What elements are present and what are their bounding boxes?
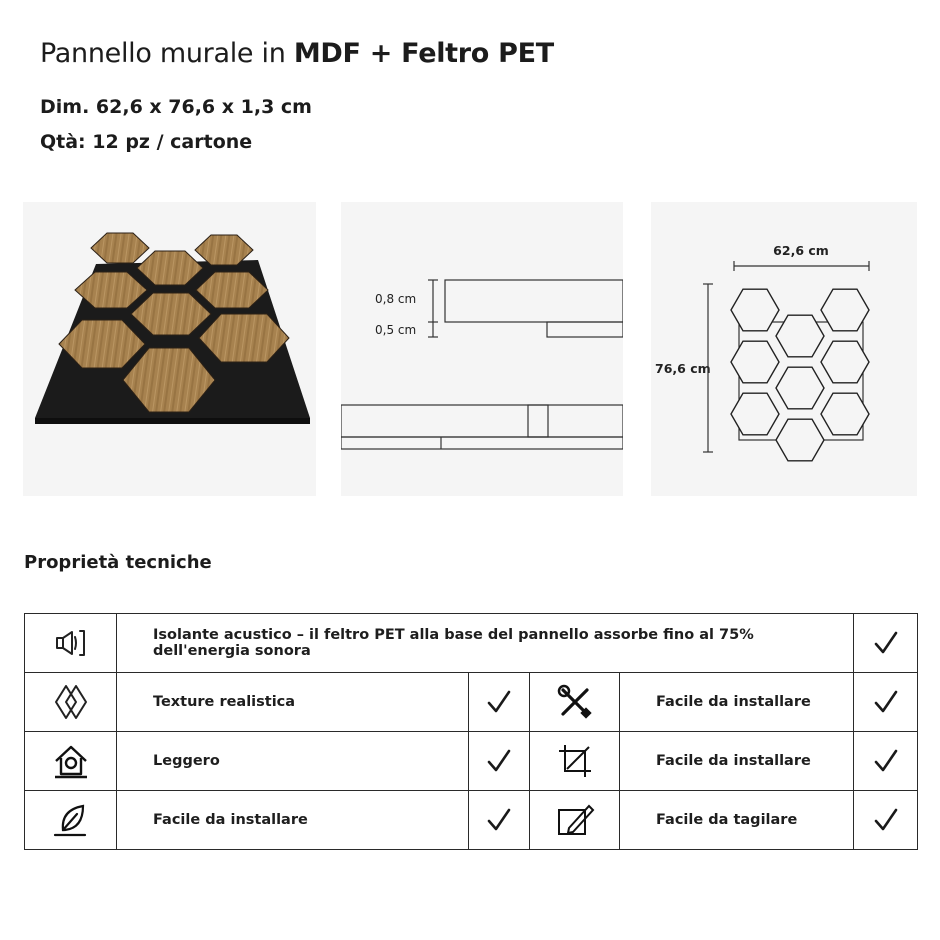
height-label: 76,6 cm [655,361,711,376]
check-icon [872,751,900,770]
hex-outline [821,393,869,435]
property-label: Facile da installare [620,673,854,732]
check-icon [485,810,513,829]
hex-outline [821,341,869,383]
product-image [23,202,316,496]
table-row [25,791,918,850]
check-icon [872,692,900,711]
table-row [25,732,918,791]
hex-tile [91,233,149,263]
section-joint [528,405,548,437]
property-label: Texture realistica [117,673,469,732]
check-icon [485,751,513,770]
hex-outline [731,393,779,435]
properties-table [24,613,918,850]
width-label: 62,6 cm [773,243,829,258]
property-label: Facile da installare [620,732,854,791]
leaf-eco-icon [51,800,91,840]
check-icon [872,633,900,652]
table-row [25,673,918,732]
hex-grid [731,289,869,461]
properties-heading: Proprietà tecniche [24,552,212,573]
title-bold: MDF + Feltro PET [293,38,554,69]
table-row [25,614,918,673]
hex-outline [731,289,779,331]
crop-frame-icon [555,741,595,781]
check-icon [485,692,513,711]
house-light-icon [51,741,91,781]
page-title [40,38,554,69]
hex-outline [821,289,869,331]
hex-outline [731,341,779,383]
hex-panel-illustration [23,202,316,496]
quantity-text: Qtà: 12 pz / cartone [40,131,253,153]
diamond-texture-icon [51,682,91,722]
title-light: Pannello murale in [40,38,294,69]
felt-profile [547,322,623,337]
property-label: Leggero [117,732,469,791]
profile-diagram [341,202,623,496]
section-bottom [341,437,623,449]
property-label: Facile da tagilare [620,791,854,850]
speaker-sound-icon [51,625,91,661]
tools-cross-icon [555,682,595,722]
profile-label-top: 0,8 cm [375,292,417,306]
dimension-diagram [651,202,917,496]
section-top [341,405,623,437]
check-icon [872,810,900,829]
dimensions-text: Dim. 62,6 x 76,6 x 1,3 cm [40,96,312,118]
hex-outline [776,419,824,461]
cut-frame-pencil-icon [555,800,595,840]
property-label: Isolante acustico – il feltro PET alla base del pannello assorbe fino al 75% dell'energia sonora [117,614,854,673]
mdf-profile [445,280,623,322]
property-label: Facile da installare [117,791,469,850]
hex-outline [776,367,824,409]
profile-label-bottom: 0,5 cm [375,323,417,337]
